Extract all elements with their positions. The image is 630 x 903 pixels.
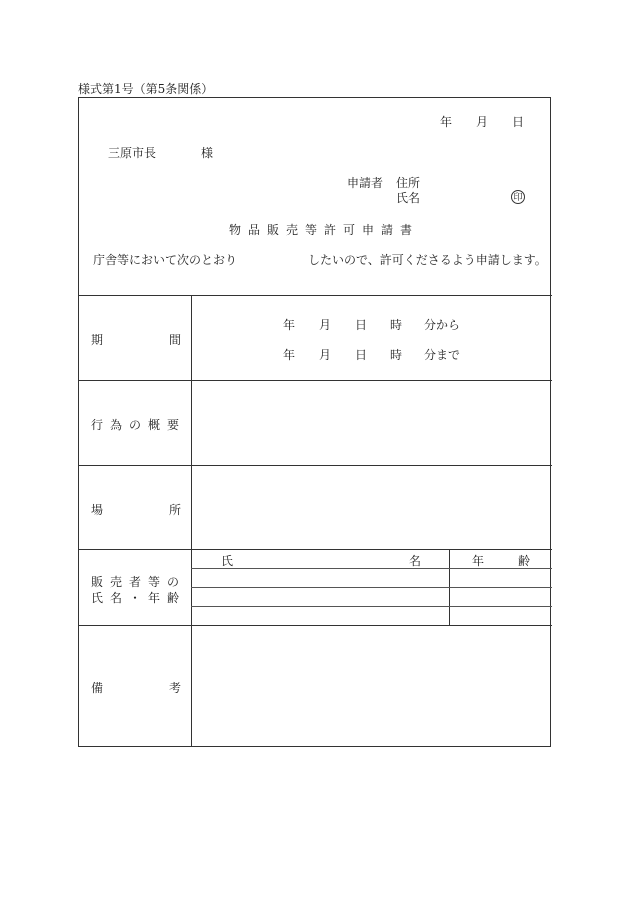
- period-label-a: 期: [91, 333, 104, 347]
- form-title: 物品販売等許可申請書: [229, 223, 420, 237]
- honorific: 様: [201, 146, 214, 160]
- label-column-divider: [191, 295, 192, 747]
- remarks-label-b: 考: [169, 681, 182, 695]
- overview-label: 行為の概要: [91, 418, 187, 432]
- seller-name-header-b: 名: [409, 554, 422, 568]
- seller-name-header-a: 氏: [221, 554, 234, 568]
- name-label: 氏名: [396, 191, 421, 205]
- row-divider: [79, 295, 552, 296]
- period-to-minute: 分まで: [424, 348, 461, 362]
- period-to-day: 日: [355, 348, 368, 362]
- date-year-label: 年: [440, 115, 453, 129]
- application-form: [78, 97, 551, 747]
- statement-right: したいので、許可くださるよう申請します。: [308, 253, 547, 267]
- sellers-label-line1: 販売者等の: [91, 575, 187, 589]
- row-divider: [79, 465, 552, 466]
- row-divider: [79, 625, 552, 626]
- period-to-year: 年: [283, 348, 296, 362]
- applicant-label: 申請者: [347, 176, 384, 190]
- seal-mark: 印: [511, 190, 525, 204]
- period-from-year: 年: [283, 318, 296, 332]
- form-number: 様式第1号（第5条関係）: [78, 82, 214, 96]
- address-label: 住所: [396, 176, 421, 190]
- period-to-month: 月: [319, 348, 332, 362]
- place-label-b: 所: [169, 503, 182, 517]
- sellers-label-line2: 氏名・年齢: [91, 591, 187, 605]
- period-to-hour: 時: [390, 348, 403, 362]
- row-divider: [79, 380, 552, 381]
- period-from-minute: 分から: [424, 318, 461, 332]
- seller-age-header-b: 齢: [518, 554, 531, 568]
- place-label-a: 場: [91, 503, 104, 517]
- addressee: 三原市長: [108, 146, 157, 160]
- remarks-label-a: 備: [91, 681, 104, 695]
- period-label-b: 間: [169, 333, 182, 347]
- date-month-label: 月: [476, 115, 489, 129]
- statement-left: 庁舎等において次のとおり: [93, 253, 238, 267]
- row-divider: [79, 549, 552, 550]
- period-from-hour: 時: [390, 318, 403, 332]
- seller-line: [191, 606, 552, 607]
- period-from-day: 日: [355, 318, 368, 332]
- seller-line: [191, 587, 552, 588]
- date-day-label: 日: [512, 115, 525, 129]
- seller-age-header-a: 年: [472, 554, 485, 568]
- seller-line: [191, 568, 552, 569]
- period-from-month: 月: [319, 318, 332, 332]
